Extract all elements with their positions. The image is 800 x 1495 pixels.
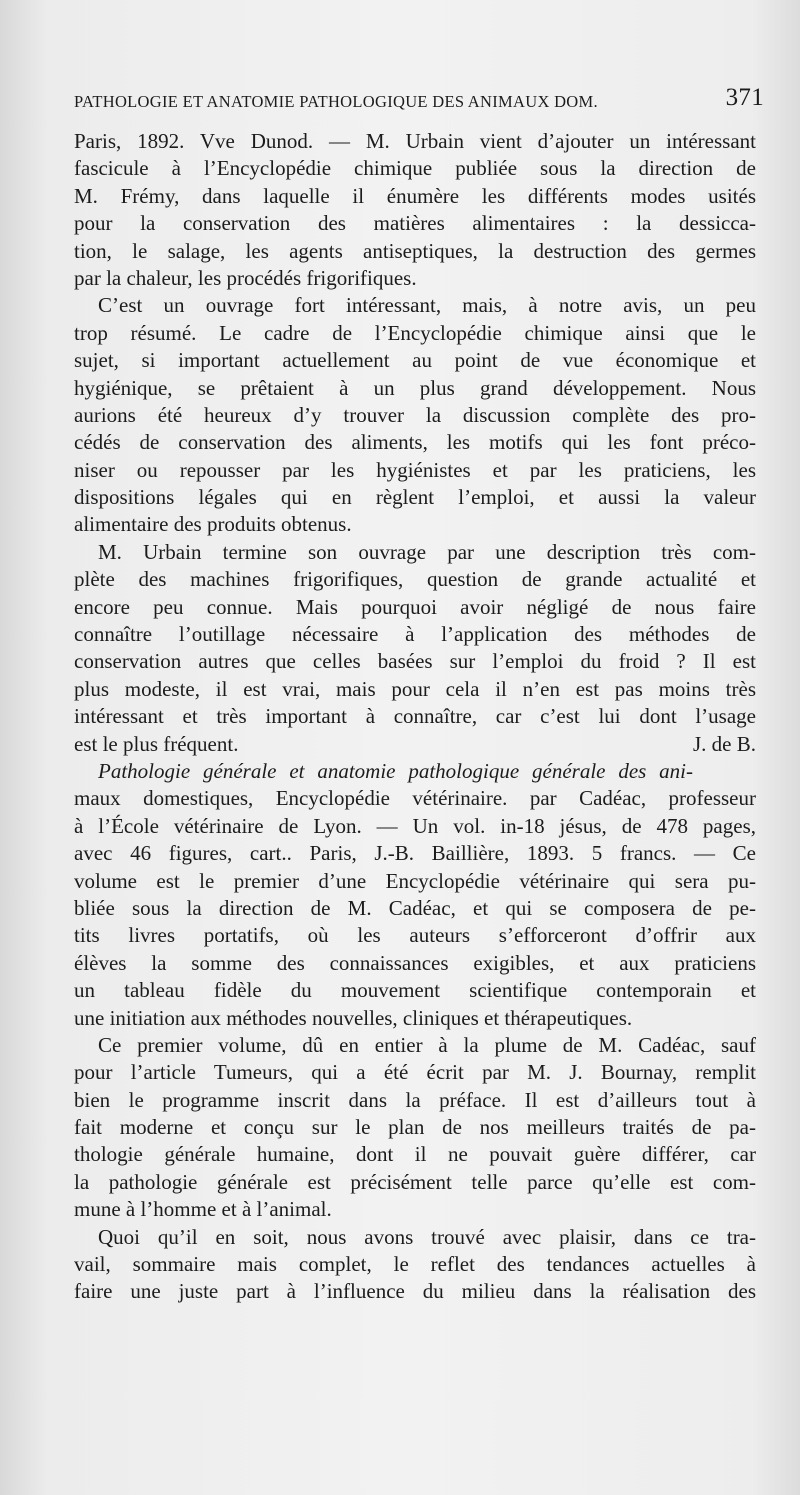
text-line: pour la conservation des matières alimentaires : la dessicca- [74, 211, 756, 236]
text-line: niser ou repousser par les hygiénistes et par les praticiens, les [74, 457, 756, 482]
text-line: par la chaleur, les procédés frigorifiques. [74, 265, 417, 290]
text-line: encore peu connue. Mais pourquoi avoir négligé de nous faire [74, 594, 756, 619]
text-line: tits livres portatifs, où les auteurs s’efforceront d’offrir aux [74, 923, 756, 948]
text-line: Ce premier volume, dû en entier à la plume de M. Cadéac, sauf [98, 1032, 756, 1057]
text-line: M. Frémy, dans laquelle il énumère les différents modes usités [74, 183, 756, 208]
text-line: C’est un ouvrage fort intéressant, mais, à notre avis, un peu [98, 293, 756, 318]
text-line: conservation autres que celles basées sur l’emploi du froid ? Il est [74, 649, 756, 674]
text-line: la pathologie générale est précisément telle parce qu’elle est com- [74, 1169, 756, 1194]
text-line: une initiation aux méthodes nouvelles, cliniques et thérapeutiques. [74, 1005, 633, 1030]
text-line: est le plus fréquent. [74, 731, 239, 756]
text-line: Pathologie générale et anatomie pathologique générale des ani- [98, 758, 693, 783]
text-line: cédés de conservation des aliments, les motifs qui les font préco- [74, 430, 756, 455]
text-line: avec 46 figures, cart.. Paris, J.-B. Baillière, 1893. 5 francs. — Ce [74, 841, 756, 866]
text-line: mune à l’homme et à l’animal. [74, 1197, 332, 1222]
text-line: thologie générale humaine, dont il ne pouvait guère différer, car [74, 1142, 756, 1167]
text-line: M. Urbain termine son ouvrage par une description très com- [98, 539, 756, 564]
text-line: bliée sous la direction de M. Cadéac, et qui se composera de pe- [74, 895, 756, 920]
text-line: plus modeste, il est vrai, mais pour cela il n’en est pas moins très [74, 676, 756, 701]
text-line: dispositions légales qui en règlent l’emploi, et aussi la valeur [74, 485, 756, 510]
text-line: fait moderne et conçu sur le plan de nos meilleurs traités de pa- [74, 1115, 756, 1140]
text-line: fascicule à l’Encyclopédie chimique publiée sous la direction de [74, 156, 756, 181]
text-line: pour l’article Tumeurs, qui a été écrit par M. J. Bournay, remplit [74, 1060, 756, 1085]
signature: J. de B. [693, 731, 756, 756]
text-line: connaître l’outillage nécessaire à l’application des méthodes de [74, 622, 756, 647]
text-line: hygiénique, se prêtaient à un plus grand développement. Nous [74, 375, 756, 400]
text-line: tion, le salage, les agents antiseptiques, la destruction des germes [74, 238, 756, 263]
text-line: trop résumé. Le cadre de l’Encyclopédie chimique ainsi que le [74, 320, 756, 345]
text-line-with-signature [74, 731, 756, 758]
text-line: faire une juste part à l’influence du milieu dans la réalisation des [74, 1279, 756, 1304]
text-line: intéressant et très important à connaître, car c’est lui dont l’usage [74, 704, 756, 729]
text-line: Quoi qu’il en soit, nous avons trouvé avec plaisir, dans ce tra- [98, 1224, 756, 1249]
text-line: maux domestiques, Encyclopédie vétérinaire. par Cadéac, professeur [74, 786, 756, 811]
text-line: un tableau fidèle du mouvement scientifique contemporain et [74, 978, 756, 1003]
page-number: 371 [725, 84, 764, 111]
text-line: alimentaire des produits obtenus. [74, 512, 352, 537]
running-title: PATHOLOGIE ET ANATOMIE PATHOLOGIQUE DES ANIMAUX DOM. [74, 92, 598, 111]
text-line: aurions été heureux d’y trouver la discussion complète des pro- [74, 402, 756, 427]
text-line: vail, sommaire mais complet, le reflet des tendances actuelles à [74, 1252, 756, 1277]
running-header [74, 84, 764, 118]
text-line: bien le programme inscrit dans la préface. Il est d’ailleurs tout à [74, 1087, 756, 1112]
text-line: élèves la somme des connaissances exigibles, et aux praticiens [74, 950, 756, 975]
text-line: plète des machines frigorifiques, question de grande actualité et [74, 567, 756, 592]
text-line: Paris, 1892. Vve Dunod. — M. Urbain vient d’ajouter un intéressant [74, 129, 756, 153]
text-line: volume est le premier d’une Encyclopédie vétérinaire qui sera pu- [74, 868, 756, 893]
text-line: à l’École vétérinaire de Lyon. — Un vol. in-18 jésus, de 478 pages, [74, 813, 756, 838]
text-line: sujet, si important actuellement au point de vue économique et [74, 348, 756, 373]
body-text [74, 128, 756, 1306]
